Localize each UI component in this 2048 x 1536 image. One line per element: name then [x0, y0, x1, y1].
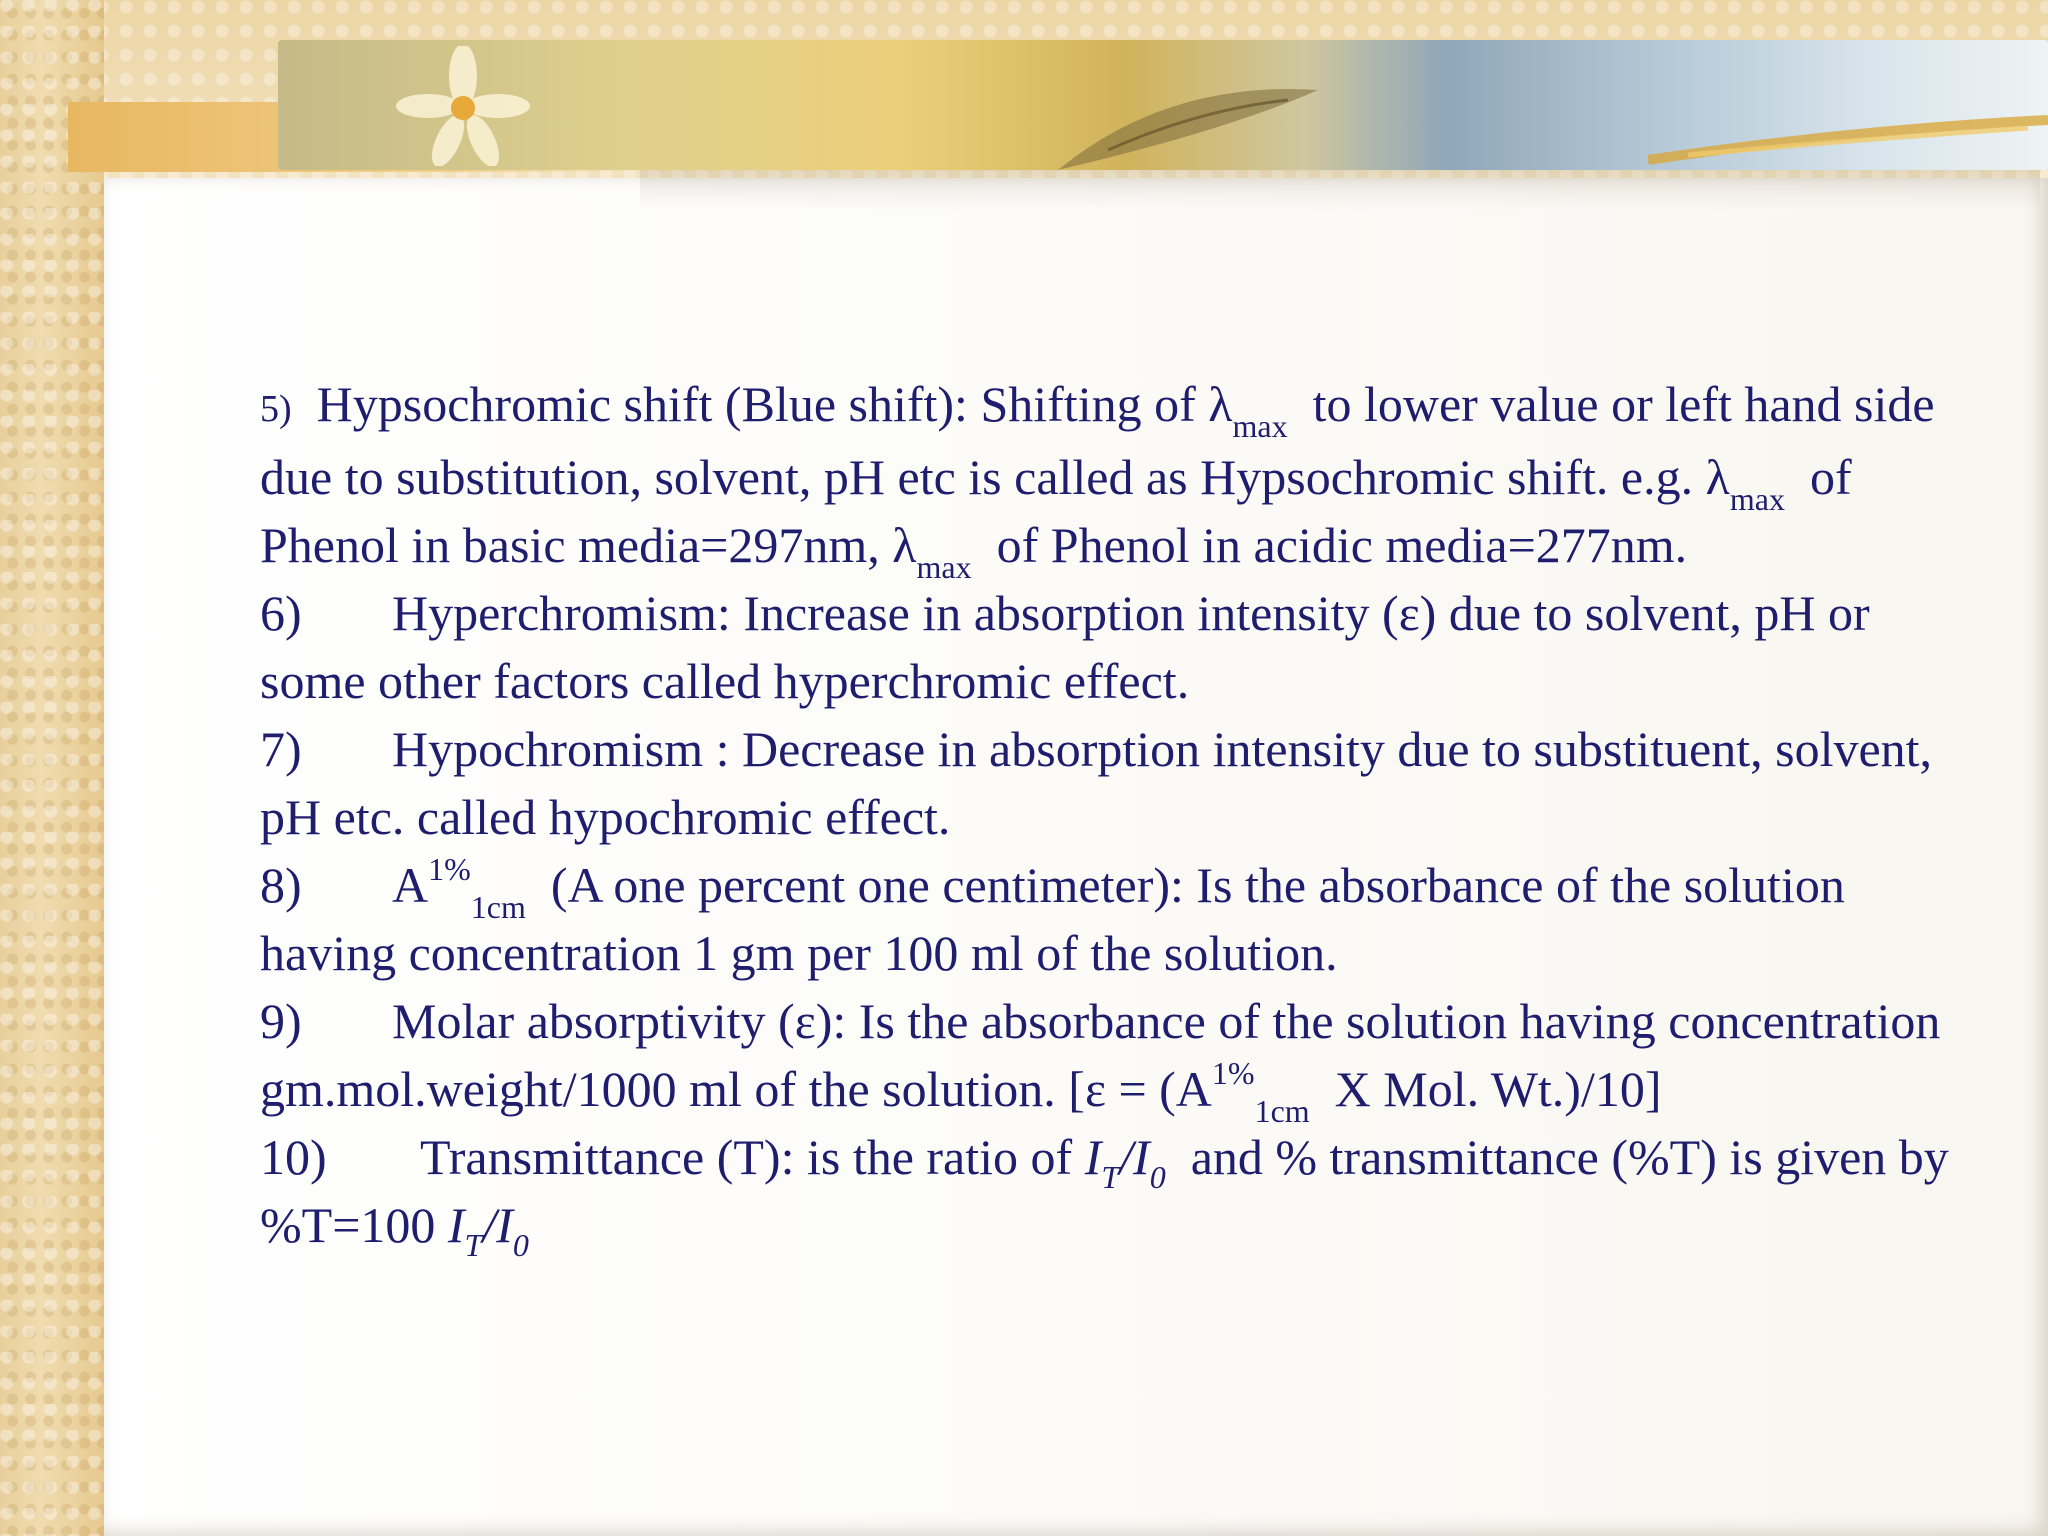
text-span: to lower value or left hand side due to substitution, solvent, pH etc is called as Hypsochromic shift. e.g. λ [260, 376, 1935, 505]
item-number: 5) [260, 388, 292, 430]
text-span: X Mol. Wt.)/10] [1334, 1061, 1662, 1117]
item-number: 8) [260, 857, 302, 913]
flower-icon [388, 46, 538, 166]
superscript: 1% [428, 851, 471, 887]
paragraph-10 [260, 1123, 1980, 1263]
leaf-icon [1048, 70, 1328, 170]
item-number: 7) [260, 721, 302, 777]
text-span: Hypochromism : Decrease in absorption intensity due to substituent, solvent, pH etc. called hypochromic effect. [260, 721, 1933, 845]
subscript: 0 [512, 1227, 529, 1263]
text-span: of Phenol in acidic media=277nm. [996, 517, 1688, 573]
italic-text: /I [482, 1197, 513, 1253]
subscript: 0 [1149, 1159, 1166, 1195]
text-span: (A one percent one centimeter): Is the absorbance of the solution having concentration 1 gm per 100 ml of the solution. [260, 857, 1845, 981]
floral-banner-image [278, 40, 2048, 170]
superscript: 1% [1211, 1055, 1255, 1091]
text-span: Hyperchromism: Increase in absorption intensity (ε) due to solvent, pH or some other factors called hyperchromic effect. [260, 585, 1870, 709]
paragraph-6 [260, 579, 1980, 715]
text-span: and % transmittance (%T) is given by %T=100 [260, 1129, 1949, 1253]
subscript: T [1101, 1159, 1120, 1195]
subscript: 1cm [470, 889, 526, 925]
text-span: of Phenol in basic media=297nm, λ [260, 449, 1852, 573]
paragraph-8 [260, 851, 1980, 987]
subscript: T [464, 1227, 483, 1263]
text-span: A [392, 857, 429, 913]
subscript: 1cm [1254, 1093, 1310, 1129]
text-span: Transmittance (T): is the ratio of [420, 1129, 1073, 1185]
subscript: max [1232, 408, 1288, 444]
text-span: Hypsochromic shift (Blue shift): Shifting of λ [316, 376, 1233, 432]
italic-text: /I [1119, 1129, 1150, 1185]
wheat-icon [1648, 110, 2048, 170]
paragraph-7 [260, 715, 1980, 851]
paragraph-5 [260, 370, 1980, 585]
left-texture-strip [0, 0, 104, 1536]
item-number: 9) [260, 993, 302, 1049]
item-number: 6) [260, 585, 302, 641]
item-number: 10) [260, 1129, 327, 1185]
italic-text: I [1084, 1129, 1102, 1185]
subscript: max [1729, 481, 1785, 517]
italic-text: I [447, 1197, 465, 1253]
slide-body [260, 370, 1980, 1263]
subscript: max [916, 549, 972, 585]
banner-shadow [640, 170, 2040, 210]
text-span: Molar absorptivity (ε): Is the absorbance of the solution having concentration gm.mol.weight/1000 ml of the solution. [ε = (A [260, 993, 1941, 1117]
paragraph-9 [260, 987, 1980, 1129]
